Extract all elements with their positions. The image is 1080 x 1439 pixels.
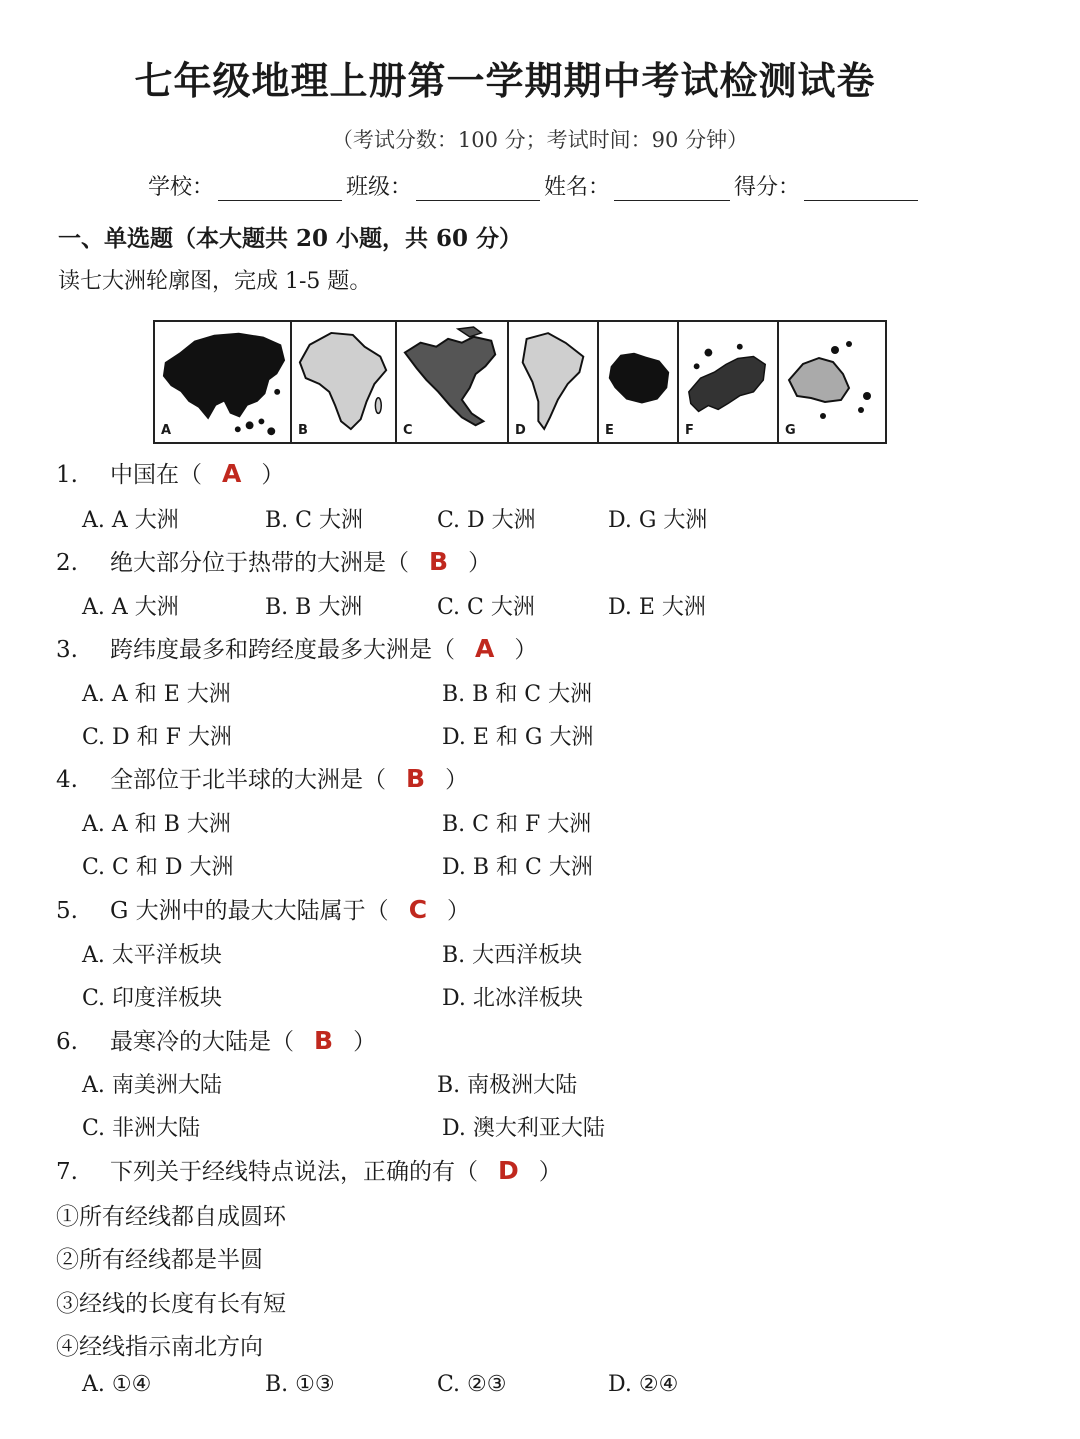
question-number: 7. <box>56 1159 78 1185</box>
option-6a[interactable]: A. 南美洲大陆 <box>82 1073 222 1098</box>
answer-mark: A <box>475 634 495 663</box>
score-blank[interactable] <box>804 179 918 201</box>
class-label: 班级： <box>346 175 413 200</box>
answer-mark: C <box>408 895 428 924</box>
map-label-c: C <box>403 423 413 438</box>
option-1a[interactable]: A. A 大洲 <box>82 508 179 533</box>
option-5d[interactable]: D. 北冰洋板块 <box>442 986 583 1011</box>
map-label-a: A <box>161 423 172 438</box>
question-number: 6. <box>56 1029 78 1055</box>
option-3b[interactable]: B. B 和 C 大洲 <box>442 682 593 707</box>
question-text: 中国在（ <box>110 462 202 488</box>
answer-mark: B <box>314 1026 334 1055</box>
name-label: 姓名： <box>544 175 611 200</box>
statement-2: ②所有经线都是半圆 <box>56 1247 263 1273</box>
question-6 <box>56 1023 376 1056</box>
option-2d[interactable]: D. E 大洲 <box>608 595 706 620</box>
map-label-f: F <box>685 423 694 438</box>
question-text: 最寒冷的大陆是（ <box>110 1029 294 1055</box>
question-3 <box>56 631 537 664</box>
page-title: 七年级地理上册第一学期期中考试检测试卷 <box>134 59 876 103</box>
option-4b[interactable]: B. C 和 F 大洲 <box>442 812 592 837</box>
answer-mark: B <box>429 547 449 576</box>
option-7c[interactable]: C. ②③ <box>437 1372 507 1397</box>
school-blank[interactable] <box>218 179 342 201</box>
option-6b[interactable]: B. 南极洲大陆 <box>437 1073 578 1098</box>
question-number: 3. <box>56 637 78 663</box>
question-close: ） <box>538 1159 562 1185</box>
option-3a[interactable]: A. A 和 E 大洲 <box>82 682 231 707</box>
continent-map-b <box>292 322 397 442</box>
question-text: G 大洲中的最大大陆属于（ <box>110 898 389 924</box>
question-close: ） <box>261 462 285 488</box>
statement-4: ④经线指示南北方向 <box>56 1334 263 1360</box>
option-5c[interactable]: C. 印度洋板块 <box>82 986 223 1011</box>
map-label-d: D <box>515 423 526 438</box>
school-label: 学校： <box>148 175 215 200</box>
question-number: 1. <box>56 462 78 488</box>
question-number: 2. <box>56 550 78 576</box>
option-4d[interactable]: D. B 和 C 大洲 <box>442 855 593 880</box>
option-5b[interactable]: B. 大西洋板块 <box>442 943 583 968</box>
continent-map-c <box>397 322 509 442</box>
question-close: ） <box>353 1029 377 1055</box>
question-text: 绝大部分位于热带的大洲是（ <box>110 550 409 576</box>
answer-mark: B <box>406 764 426 793</box>
option-1d[interactable]: D. G 大洲 <box>608 508 708 533</box>
question-text: 跨纬度最多和跨经度最多大洲是（ <box>110 637 455 663</box>
question-1 <box>56 456 284 489</box>
option-2c[interactable]: C. C 大洲 <box>437 595 535 620</box>
option-1c[interactable]: C. D 大洲 <box>437 508 536 533</box>
question-close: ） <box>447 898 471 924</box>
map-label-g: G <box>785 423 796 438</box>
question-close: ） <box>468 550 492 576</box>
continent-map-f <box>679 322 779 442</box>
question-text: 全部位于北半球的大洲是（ <box>110 767 386 793</box>
section-heading: 一、单选题（本大题共 20 小题，共 60 分） <box>58 225 523 252</box>
answer-mark: D <box>498 1156 519 1185</box>
option-6c[interactable]: C. 非洲大陆 <box>82 1116 201 1141</box>
question-close: ） <box>445 767 469 793</box>
question-5 <box>56 892 470 925</box>
question-4 <box>56 761 468 794</box>
option-4c[interactable]: C. C 和 D 大洲 <box>82 855 234 880</box>
option-7d[interactable]: D. ②④ <box>608 1372 679 1397</box>
statement-1: ①所有经线都自成圆环 <box>56 1204 286 1230</box>
student-info-line <box>148 170 922 201</box>
option-6d[interactable]: D. 澳大利亚大陆 <box>442 1116 605 1141</box>
north-america-outline-icon <box>397 322 507 442</box>
question-close: ） <box>514 637 538 663</box>
answer-mark: A <box>222 459 242 488</box>
option-7a[interactable]: A. ①④ <box>82 1372 152 1397</box>
score-label: 得分： <box>734 175 801 200</box>
question-2 <box>56 544 491 577</box>
option-1b[interactable]: B. C 大洲 <box>265 508 363 533</box>
option-4a[interactable]: A. A 和 B 大洲 <box>82 812 231 837</box>
asia-outline-icon <box>155 322 290 442</box>
continent-map-g <box>779 322 885 442</box>
continent-map-a <box>155 322 292 442</box>
option-3c[interactable]: C. D 和 F 大洲 <box>82 725 232 750</box>
intro-text: 读七大洲轮廓图，完成 1-5 题。 <box>58 269 372 294</box>
option-3d[interactable]: D. E 和 G 大洲 <box>442 725 594 750</box>
continent-map-strip <box>153 320 887 444</box>
continent-map-e <box>599 322 679 442</box>
option-2b[interactable]: B. B 大洲 <box>265 595 363 620</box>
map-label-e: E <box>605 423 614 438</box>
question-text: 下列关于经线特点说法，正确的有（ <box>110 1159 478 1185</box>
question-number: 5. <box>56 898 78 924</box>
option-5a[interactable]: A. 太平洋板块 <box>82 943 222 968</box>
map-label-b: B <box>298 423 308 438</box>
name-blank[interactable] <box>614 179 730 201</box>
statement-3: ③经线的长度有长有短 <box>56 1291 286 1317</box>
class-blank[interactable] <box>416 179 540 201</box>
option-2a[interactable]: A. A 大洲 <box>82 595 179 620</box>
continent-map-d <box>509 322 599 442</box>
question-number: 4. <box>56 767 78 793</box>
exam-subtitle: （考试分数：100 分；考试时间：90 分钟） <box>331 128 749 152</box>
option-7b[interactable]: B. ①③ <box>265 1372 335 1397</box>
question-7 <box>56 1153 562 1186</box>
